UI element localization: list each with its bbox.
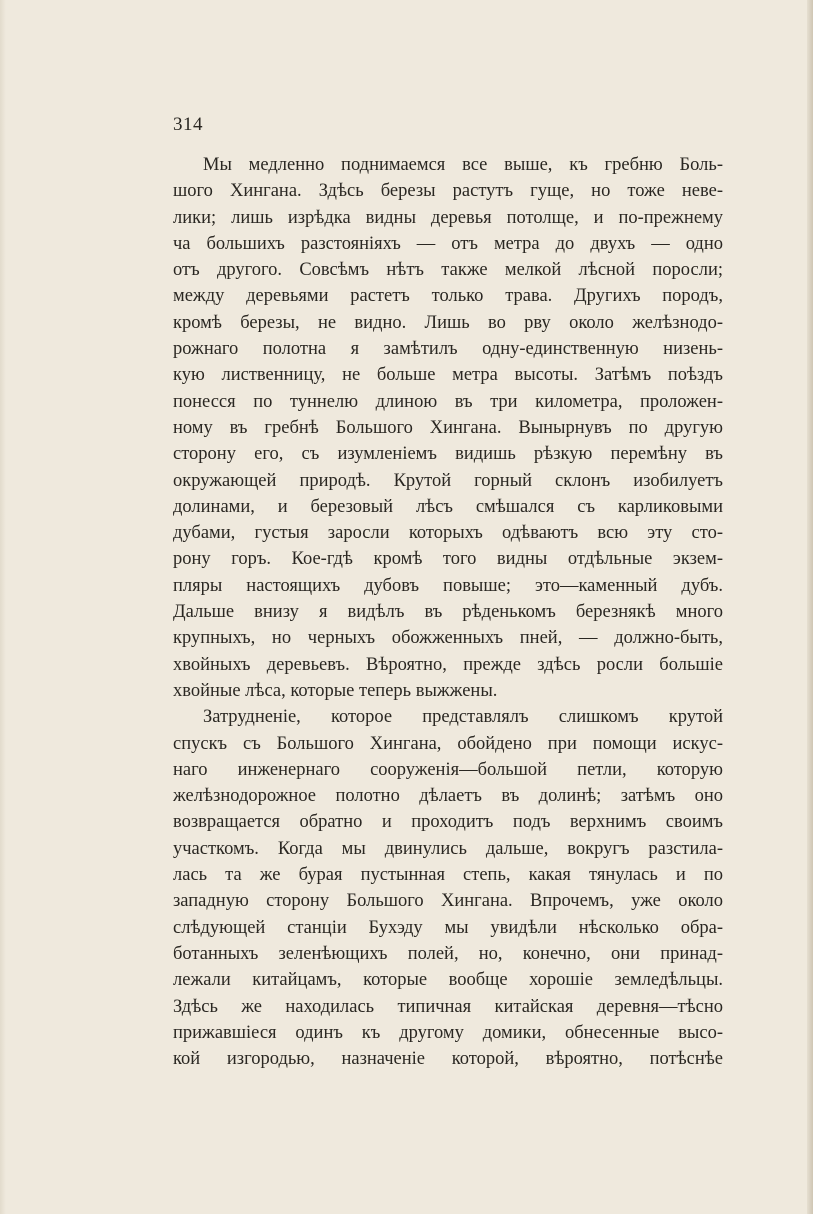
text-line: долинами, и березовый лѣсъ смѣшался съ карликовыми [173, 496, 723, 517]
text-line: лики; лишь изрѣдка видны деревья потолще, и по-прежнему [173, 207, 723, 228]
text-line: крупныхъ, но черныхъ обожженныхъ пней, — должно-быть, [173, 628, 723, 649]
paragraph [173, 704, 723, 1072]
text-line: спускъ съ Большого Хингана, обойдено при помощи искус- [173, 733, 723, 754]
text-line: ботанныхъ зеленѣющихъ полей, но, конечно, они принад- [173, 943, 723, 964]
text-line: хвойныхъ деревьевъ. Вѣроятно, прежде здѣсь росли большіе [173, 654, 723, 675]
text-line: рожнаго полотна я замѣтилъ одну-единственную низень- [173, 339, 723, 360]
body-text [173, 152, 723, 1072]
page-edge-left [0, 0, 6, 1214]
text-line: Дальше внизу я видѣлъ въ рѣденькомъ березнякѣ много [173, 602, 723, 623]
text-line: лежали китайцамъ, которые вообще хорошіе земледѣльцы. [173, 970, 723, 991]
text-line: западную сторону Большого Хингана. Впрочемъ, уже около [173, 891, 723, 912]
text-line: Мы медленно поднимаемся все выше, къ гребню Боль- [203, 155, 723, 175]
text-line: Здѣсь же находилась типичная китайская деревня—тѣсно [173, 996, 723, 1017]
text-line: слѣдующей станціи Бухэду мы увидѣли нѣсколько обра- [173, 917, 723, 938]
text-line: сторону его, съ изумленіемъ видишь рѣзкую перемѣну въ [173, 444, 723, 465]
text-line: ному въ гребнѣ Большого Хингана. Вынырнувъ по другую [173, 417, 723, 438]
paragraph [173, 152, 723, 704]
text-line: шого Хингана. Здѣсь березы растутъ гуще, но тоже неве- [173, 181, 723, 202]
text-line: дубами, густыя заросли которыхъ одѣваютъ всю эту сто- [173, 523, 723, 544]
text-line: участкомъ. Когда мы двинулись дальше, вокругъ разстила- [173, 838, 723, 859]
text-line: наго инженернаго сооруженія—большой петли, которую [173, 759, 723, 780]
text-line: отъ другого. Совсѣмъ нѣтъ также мелкой лѣсной поросли; [173, 260, 723, 281]
text-line: пляры настоящихъ дубовъ повыше; это—каменный дубъ. [173, 575, 723, 596]
text-line: Затрудненіе, которое представлялъ слишкомъ крутой [203, 707, 723, 728]
text-line: кромѣ березы, не видно. Лишь во рву около желѣзнодо- [173, 312, 723, 333]
text-line: между деревьями растетъ только трава. Другихъ породъ, [173, 286, 723, 307]
page-number: 314 [173, 114, 203, 135]
text-line: окружающей природѣ. Крутой горный склонъ изобилуетъ [173, 470, 723, 491]
text-line: прижавшіеся одинъ къ другому домики, обнесенные высо- [173, 1022, 723, 1043]
text-line: желѣзнодорожное полотно дѣлаетъ въ долинѣ; затѣмъ оно [173, 786, 723, 807]
text-line: хвойные лѣса, которые теперь выжжены. [173, 680, 498, 701]
page-edge-right [807, 0, 813, 1214]
text-line: ча большихъ разстояніяхъ — отъ метра до двухъ — одно [173, 233, 723, 254]
text-line: кой изгородью, назначеніе которой, вѣроятно, потѣснѣе [173, 1049, 723, 1070]
text-line: понесся по туннелю длиною въ три километра, проложен- [173, 391, 723, 412]
text-line: кую лиственницу, не больше метра высоты. Затѣмъ поѣздъ [173, 365, 723, 386]
text-line: лась та же бурая пустынная степь, какая тянулась и по [173, 865, 723, 886]
text-line: возвращается обратно и проходитъ подъ верхнимъ своимъ [173, 812, 723, 833]
text-line: рону горъ. Кое-гдѣ кромѣ того видны отдѣльные экзем- [173, 549, 723, 570]
